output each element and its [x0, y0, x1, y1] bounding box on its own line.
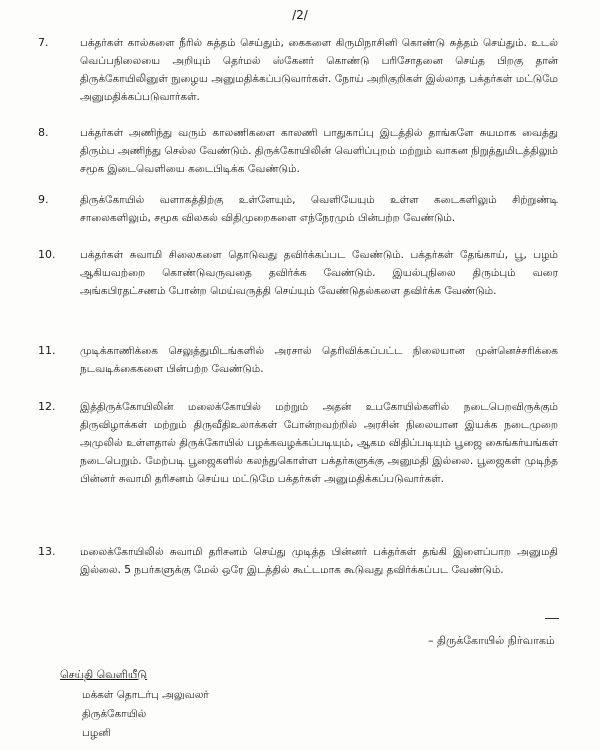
item-text: பக்தர்கள் அணிந்து வரும் காலணிகளை காலணி பாதுகாப்பு இடத்தில் தாங்களே சுயமாக வைத்து திரும்ப அணிந்து செல்ல வேண்டும். திருக்கோயிலின் வெளிப்புறம் மற்றும் வாகன நிறுத்துமிடத்திலும் சமூக இடைவெளியை கடைபிடிக்க வேண்டும். — [80, 127, 558, 175]
signature: – திருக்கோயில் நிர்வாகம் — [428, 634, 555, 647]
item-text: முடிக்காணிக்கை செலுத்துமிடங்களில் அரசால் தெரிவிக்கப்பட்ட நிலையான முன்னெச்சரிக்கை நடவடிக்கைகளை பின்பற்ற வேண்டும். — [80, 345, 558, 375]
press-release-title: செய்தி வெளியீடு — [60, 668, 148, 681]
page-number: /2/ — [292, 8, 308, 22]
item-number: 11. — [38, 344, 56, 357]
item-number: 9. — [38, 193, 49, 206]
item-text: பக்தர்கள் கால்களை நீரில் சுத்தம் செய்தும், கைகளை கிருமிநாசினி கொண்டு சுத்தம் செய்தும். உடல் வெப்பநிலையை அறியும் தெர்மல் ஸ்கேனர் கொண்டு பரிசோதனை செய்த பிறகு தான் திருக்கோயிலினுள் நுழைய அனுமதிக்கப்படுவார்கள். நோய் அறிகுறிகள் இல்லாத பக்தர்கள் மட்டுமே அனுமதிக்கப்படுவார்கள். — [80, 37, 558, 103]
item-text: இத்திருக்கோயிலின் மலைக்கோயில் மற்றும் அதன் உபகோயில்களில் நடைபெறவிருக்கும் திருவிழாக்கள் மற்றும் திருவீதிஉலாக்கள் போன்றவற்றில் அரசின் நிலையான இயக்க நடைமுறை அமுலில் உள்ளதால் திருக்கோயில் பழக்கவழக்கப்படியும், ஆகம விதிப்படியும் பூஜை கைங்கர்யங்கள் நடைபெறும். மேற்படி பூஜைகளில் கலந்துகொள்ள பக்தர்களுக்கு அனுமதி இல்லை. பூஜைகள் முடிந்த பின்னர் சுவாமி தரிசனம் செய்ய மட்டுமே பக்தர்கள் அனுமதிக்கப்படுவார்கள். — [80, 401, 558, 485]
item-text: திருக்கோயில் வளாகத்திற்கு உள்ளேயும், வெளியேயும் உள்ள கடைகளிலும் சிற்றுண்டி சாலைகளிலும், சமூக விலகல் விதிமுறைகளை எந்நேரமும் பின்பற்ற வேண்டும். — [80, 194, 558, 224]
press-release-line: பழனி — [82, 727, 111, 739]
press-release-line: திருக்கோயில் — [82, 708, 147, 720]
item-text: பக்தர்கள் சுவாமி சிலைகளை தொடுவது தவிர்க்கப்பட வேண்டும். பக்தர்கள் தேங்காய், பூ, பழம் ஆகியவற்றை கொண்டுவருவதை தவிர்க்க வேண்டும். இயல்புநிலை திரும்பும் வரை அங்கபிரதட்சணம் போன்ற மெய்வருத்தி செய்யும் வேண்டுதல்களை தவிர்க்க வேண்டும். — [80, 249, 558, 297]
signature-divider — [545, 618, 559, 619]
item-number: 13. — [38, 545, 56, 558]
press-release-line: மக்கள் தொடர்பு அலுவலர் — [82, 689, 209, 701]
item-text: மலைக்கோயிலில் சுவாமி தரிசனம் செய்து முடித்த பின்னர் பக்தர்கள் தங்கி இளைப்பாற அனுமதி இல்லை. 5 நபர்களுக்கு மேல் ஒரே இடத்தில் கூட்டமாக கூடுவது தவிர்க்கப்பட வேண்டும். — [80, 546, 558, 576]
item-number: 12. — [38, 400, 56, 413]
press-release-block — [82, 686, 209, 743]
item-number: 7. — [38, 36, 49, 49]
item-number: 8. — [38, 126, 49, 139]
item-number: 10. — [38, 248, 56, 261]
